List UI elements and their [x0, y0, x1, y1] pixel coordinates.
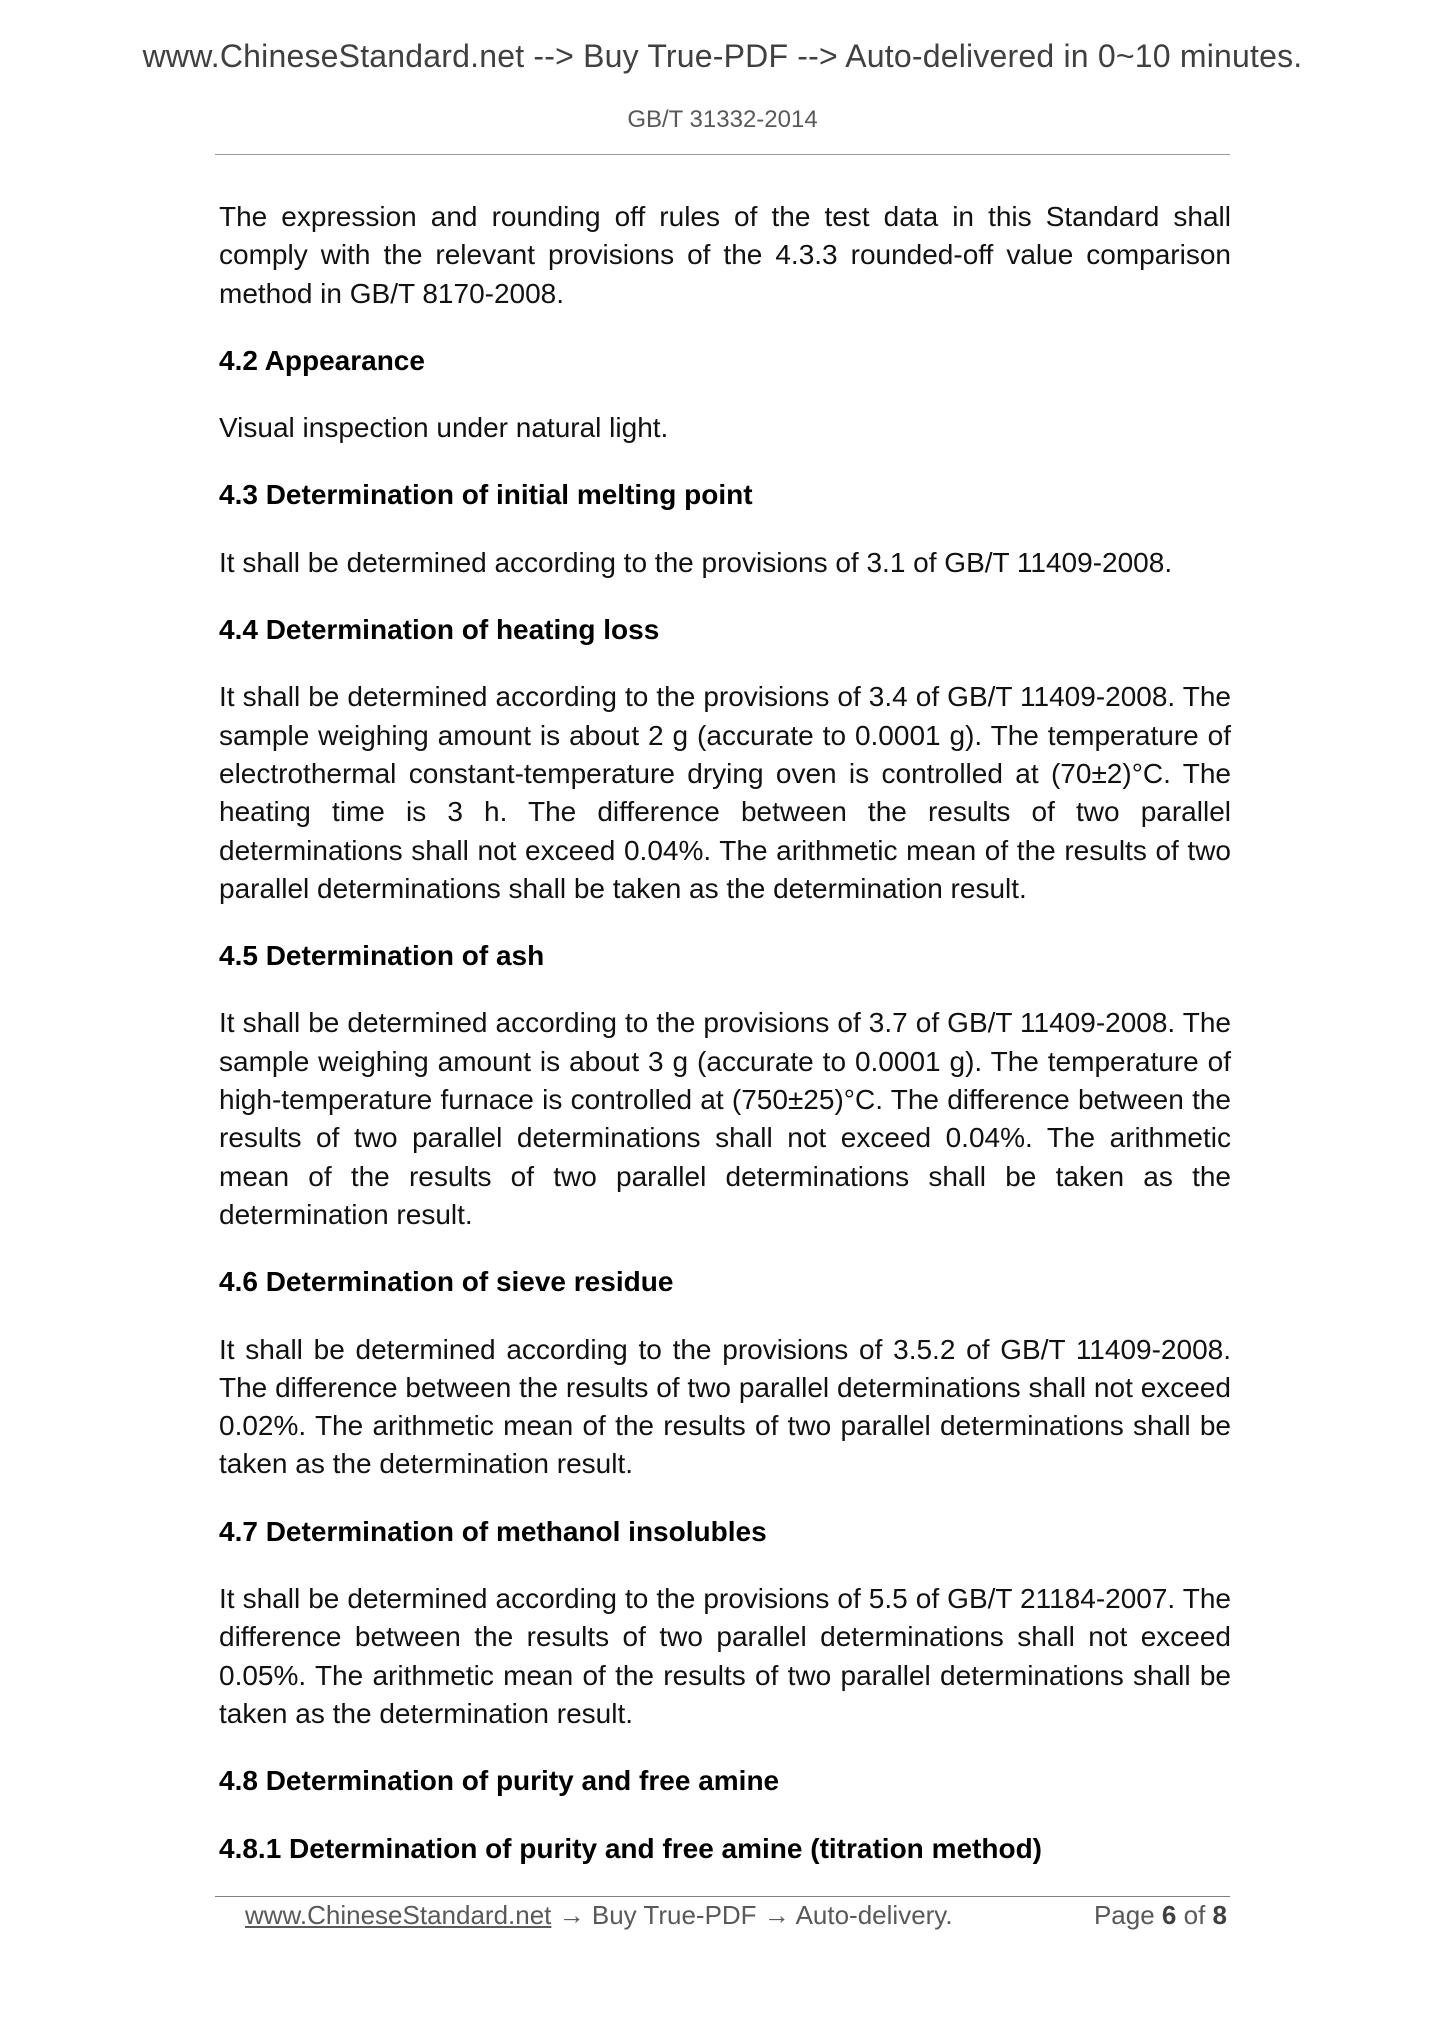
heading-4-8: 4.8 Determination of purity and free amine [219, 1765, 780, 1797]
footer-promo-text: → Buy True-PDF → Auto-delivery. [551, 1900, 953, 1930]
footer-promo [245, 1900, 953, 1931]
paragraph-4-7: It shall be determined according to the provisions of 5.5 of GB/T 21184-2007. The difference between the results of two parallel determinations shall not exceed 0.05%. The arithmetic mean of the results of two parallel determinations shall be taken as the determination result. [219, 1583, 1231, 1729]
current-page-number: 6 [1161, 1900, 1177, 1930]
page-label: Page [1093, 1900, 1155, 1930]
paragraph-4-2: Visual inspection under natural light. [219, 412, 669, 444]
total-page-count: 8 [1212, 1900, 1227, 1930]
paragraph-4-6: It shall be determined according to the provisions of 3.5.2 of GB/T 11409-2008. The difference between the results of two parallel determinations shall not exceed 0.02%. The arithmetic mean of the results of two parallel determinations shall be taken as the determination result. [219, 1333, 1231, 1480]
heading-4-7: 4.7 Determination of methanol insolubles [219, 1515, 767, 1547]
document-body [219, 198, 1231, 1897]
paragraph-4-4: It shall be determined according to the provisions of 3.4 of GB/T 11409-2008. The sample weighing amount is about 2 g (accurate to 0.0001 g). The temperature of electrothermal constant-temperature drying oven is controlled at (70±2)°C. The heating time is 3 h. The difference between the results of two parallel determinations shall not exceed 0.04%. The arithmetic mean of the results of two parallel determinations shall be taken as the determination result. [219, 681, 1231, 904]
heading-4-6: 4.6 Determination of sieve residue [219, 1266, 674, 1298]
page-footer [245, 1900, 1230, 1940]
heading-4-2: 4.2 Appearance [219, 344, 425, 376]
footer-divider [215, 1896, 1230, 1897]
top-banner: www.ChineseStandard.net --> Buy True-PDF --> Auto-delivered in 0~10 minutes. [142, 38, 1303, 74]
paragraph-4-3: It shall be determined according to the provisions of 3.1 of GB/T 11409-2008. [219, 546, 1173, 578]
heading-4-5: 4.5 Determination of ash [219, 940, 545, 972]
footer-site-link[interactable]: www.ChineseStandard.net [245, 1900, 552, 1930]
intro-paragraph: The expression and rounding off rules of the test data in this Standard shall comply with the relevant provisions of the 4.3.3 rounded-off value comparison method in GB/T 8170-2008. [219, 201, 1231, 309]
heading-4-4: 4.4 Determination of heating loss [219, 614, 660, 646]
page-indicator [1094, 1900, 1227, 1931]
heading-4-3: 4.3 Determination of initial melting point [219, 479, 753, 511]
heading-4-8-1: 4.8.1 Determination of purity and free amine (titration method) [219, 1832, 1042, 1864]
of-label: of [1183, 1900, 1206, 1930]
header-divider [215, 154, 1230, 155]
document-code: GB/T 31332-2014 [627, 106, 818, 133]
paragraph-4-5: It shall be determined according to the provisions of 3.7 of GB/T 11409-2008. The sample weighing amount is about 3 g (accurate to 0.0001 g). The temperature of high-temperature furnace is controlled at (750±25)°C. The difference between the results of two parallel determinations shall not exceed 0.04%. The arithmetic mean of the results of two parallel determinations shall be taken as the determination result. [219, 1007, 1231, 1230]
